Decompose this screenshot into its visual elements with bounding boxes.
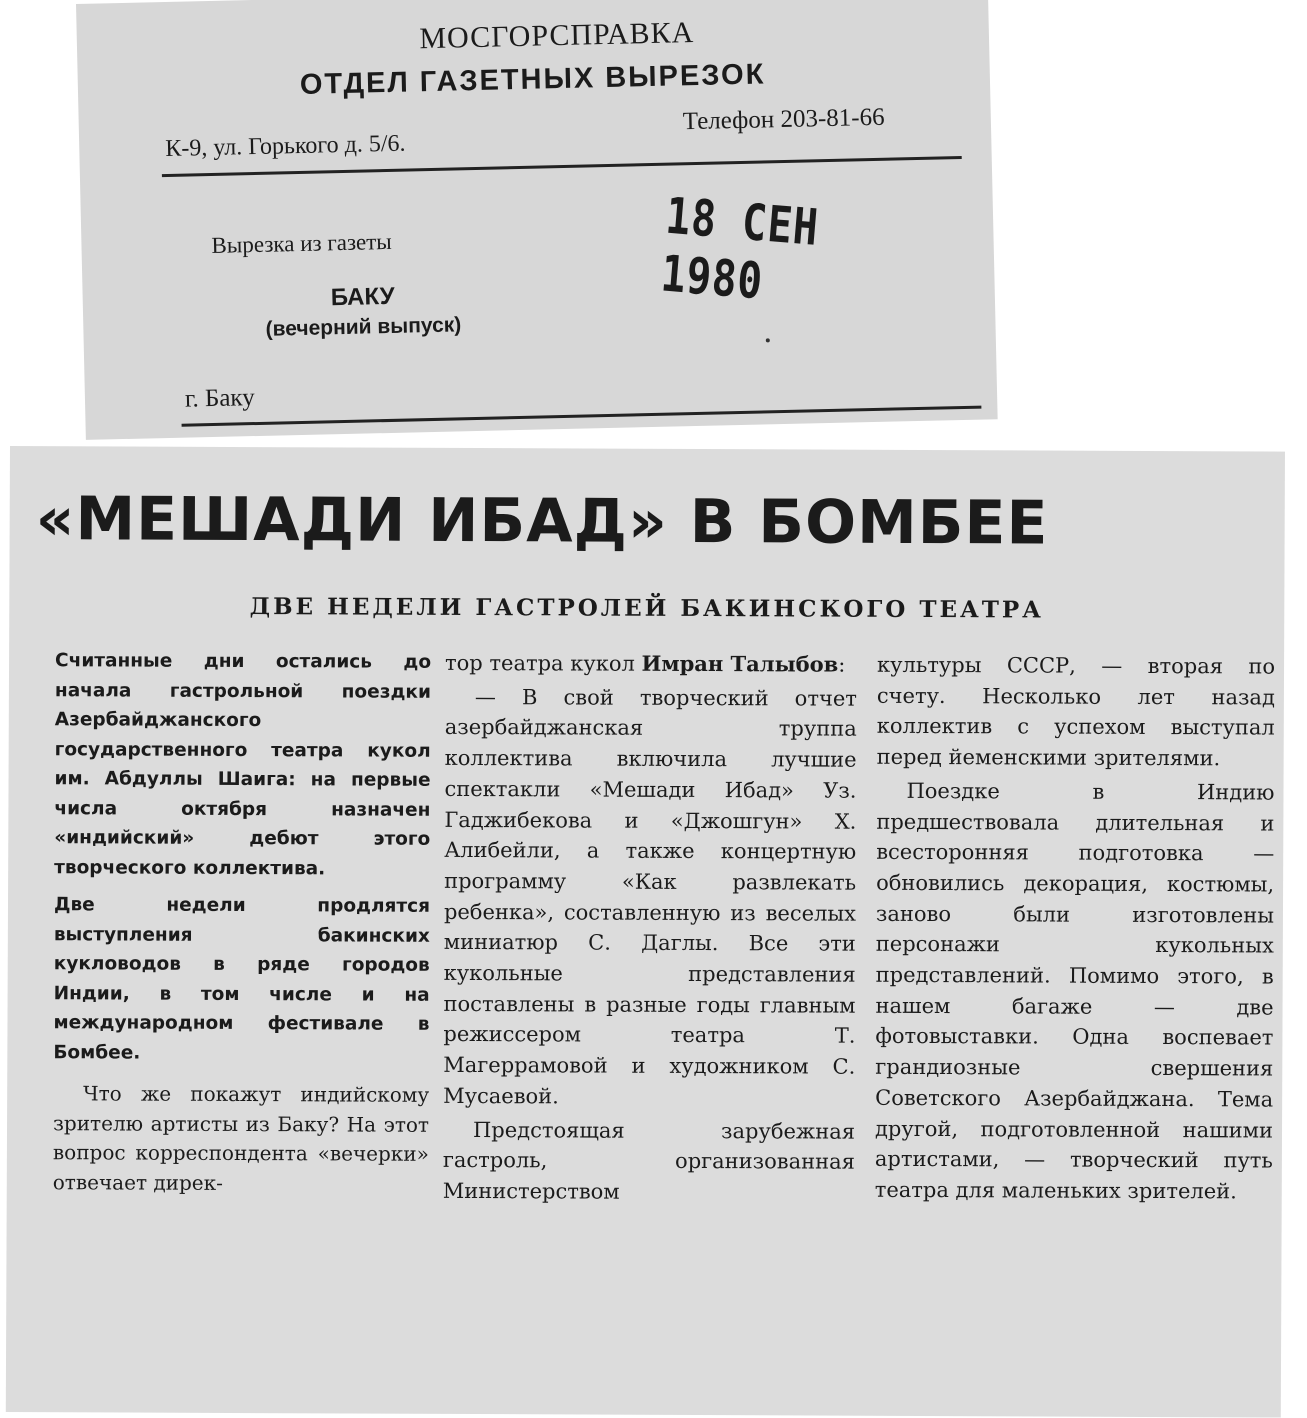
bureau-address: К-9, ул. Горького д. 5/6. [165, 130, 406, 163]
label-rule-bottom [182, 406, 982, 427]
newspaper-name: БАКУ [330, 282, 395, 312]
article-column-2 [443, 648, 857, 1208]
body-paragraph: Что же покажут индийскому зрителю артисты из Баку? На этот вопрос корреспондента «вечерки» отвечает дирек- [52, 1081, 430, 1195]
lead-paragraph-1: Считанные дни остались до начала гастрольной поездки Азербайджанского государственного театра кукол им. Абдуллы Шаига: на первые числа октября назначен «индийский» дебют этого творческого коллектива. [54, 650, 432, 879]
agency-name: МОСГОРСПРАВКА [419, 15, 695, 56]
body-paragraph: Предстоящая зарубежная гастроль, организованная Министерством [442, 1117, 856, 1204]
article-headline: «МЕШАДИ ИБАД» В БОМБЕЕ [35, 484, 1049, 559]
department-name: ОТДЕЛ ГАЗЕТНЫХ ВЫРЕЗОК [299, 58, 766, 101]
intro-text: тор театра кукол [445, 650, 642, 676]
intro-colon: : [838, 652, 846, 677]
article-subheadline: ДВЕ НЕДЕЛИ ГАСТРОЛЕЙ БАКИНСКОГО ТЕАТРА [249, 593, 1044, 624]
article-column-3 [875, 650, 1275, 1207]
newspaper-edition: (вечерний выпуск) [265, 313, 462, 341]
director-intro [445, 648, 857, 681]
body-paragraph: культуры СССР, — вторая по счету. Несколько лет назад коллектив с успехом выступал перед йеменскими зрителями. [876, 652, 1276, 771]
body-paragraph: Поездке в Индию предшествовала длительная и всесторонняя подготовка — обновились декорация, костюмы, заново были изготовлены персонажи кукольных представлений. Помимо этого, в нашем багаже — две фотовыставки. Одна воспевает грандиозные свершения Советского Азербайджана. Тема другой, подготовленной нашими артистами, — творческий путь театра для маленьких зрителей. [874, 778, 1275, 1204]
director-quote: — В свой творческий отчет азербайджанская труппа коллектива включила лучшие спектакли «Мешади Ибад» Уз. Гаджибекова и «Джошгун» Х. Алибейли, а также концертную программу «Как развлекать ребенка», составленную из веселых миниатюр С. Даглы. Все эти кукольные представления поставлены в разные годы главным режиссером театра Т. Магеррамовой и художником С. Мусаевой. [443, 684, 857, 1109]
clipping-bureau-label [76, 0, 998, 440]
newspaper-clipping [6, 446, 1285, 1418]
phone-number: Телефон 203-81-66 [682, 103, 885, 136]
stamp-dot [766, 338, 770, 342]
date-stamp: 18 СЕН 1980 [658, 186, 821, 311]
article-column-1 [53, 646, 431, 1199]
lead-paragraph-2: Две недели продлятся выступления бакинских кукловодов в ряде городов Индии, в том числе и на международном фестивале в Бомбее. [53, 894, 431, 1064]
newspaper-city: г. Баку [184, 384, 255, 413]
clipping-from-text: Вырезка из газеты [211, 228, 393, 258]
director-name: Имран Талыбов [641, 650, 839, 677]
